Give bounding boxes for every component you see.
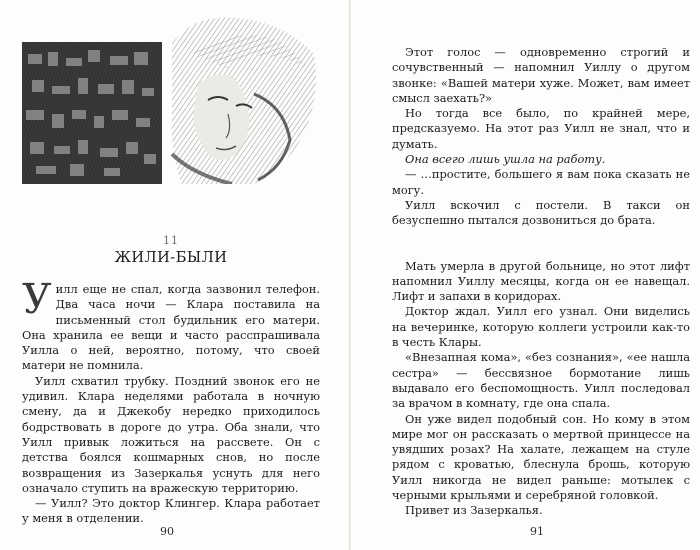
paragraph-italic: Она всего лишь ушла на работу. <box>405 152 606 167</box>
page-number-right: 91 <box>530 525 544 538</box>
paragraph: «Внезапная кома», «без сознания», «ее нашла сестра» — бессвязное бормотание лишь выдавало его беспомощность. Уилл последовал за врачом в комнату, где она спала. <box>392 350 690 411</box>
paragraph-text: илл еще не спал, когда зазвонил телефон. Два часа ночи — Клара поставила на письменный стол будильник его матери. Она хранила ее вещи и часто расспрашивала Уилла о ней, вероятно, потому, что своей матери не помнила. <box>22 282 320 373</box>
chapter-title: ЖИЛИ-БЫЛИ <box>114 250 228 266</box>
right-page-text <box>392 45 690 519</box>
section-break <box>392 229 690 259</box>
paragraph: Мать умерла в другой больнице, но этот лифт напомнил Уиллу месяцы, когда он ее навещал. Лифт и запахи в коридорах. <box>392 258 690 304</box>
drop-cap: У <box>22 275 52 323</box>
chapter-number: 11 <box>163 234 179 247</box>
left-page-text <box>22 275 320 527</box>
paragraph: Уилл вскочил с постели. В такси он безуспешно пытался дозвониться до брата. <box>392 197 690 228</box>
chapter-illustration <box>22 14 320 184</box>
paragraph: Этот голос — одновременно строгий и сочувственный — напомнил Уиллу о другом звонке: «Вашей матери хуже. Может, вам имеет смысл заехать?» <box>392 45 690 105</box>
paragraph: Доктор ждал. Уилл его узнал. Они виделись на вечеринке, которую коллеги устроили как-то в честь Клары. <box>392 304 690 350</box>
paragraph <box>22 275 320 374</box>
paragraph: — Уилл? Это доктор Клингер. Клара работает у меня в отделении. <box>22 496 320 526</box>
paragraph: Но тогда все было, по крайней мере, предсказуемо. На этот раз Уилл не знал, что и думать. <box>392 106 690 151</box>
paragraph: — …простите, большего я вам пока сказать не могу. <box>392 167 690 197</box>
paragraph: Уилл схватил трубку. Поздний звонок его не удивил. Клара неделями работала в ночную смену, да и Джекобу нередко приходилось бодрствовать в дороге до утра. Оба знали, что Уилл привык ложиться на рассвете. Он с детства боялся кошмарных снов, но после возвращения из Зазеркалья уснуть для него означало ступить на вражескую территорию. <box>22 373 320 495</box>
left-page <box>0 0 349 550</box>
paragraph: Привет из Зазеркалья. <box>405 503 543 518</box>
paragraph: Он уже видел подобный сон. Но кому в этом мире мог он рассказать о мертвой принцессе на увядших розах? На халате, лежащем на стуле рядом с кроватью, блеснула брошь, которую Уилл никогда не видел раньше: мотылек с черными крыльями и серебряной головкой. <box>392 411 690 503</box>
page-number-left: 90 <box>160 525 174 538</box>
